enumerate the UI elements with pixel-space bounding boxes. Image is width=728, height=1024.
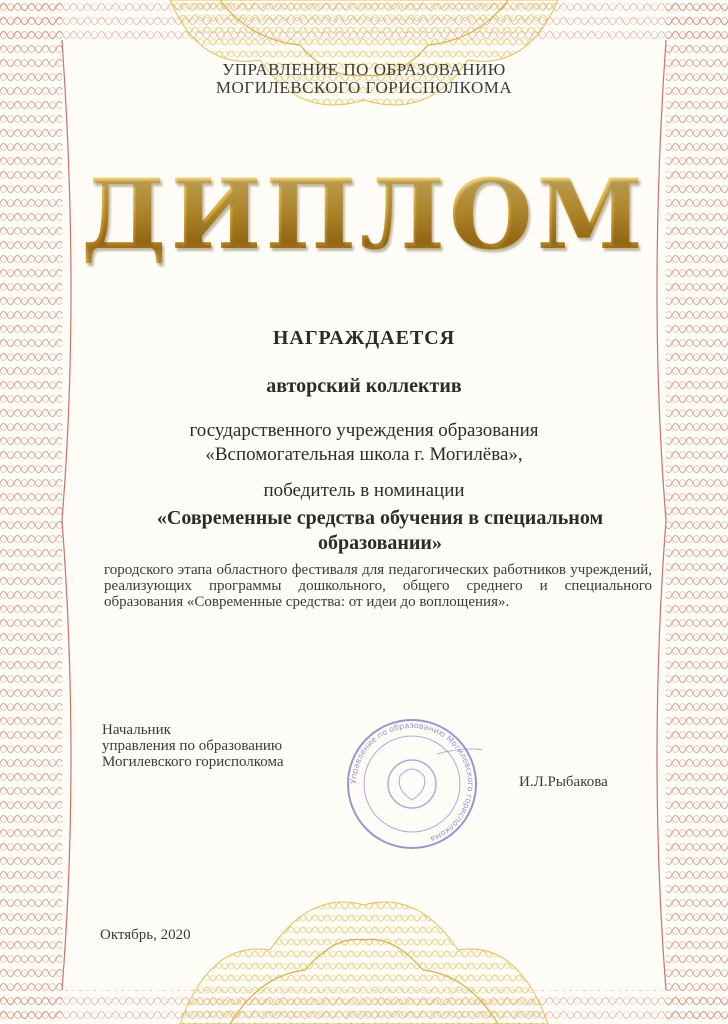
issuer-line-1: УПРАВЛЕНИЕ ПО ОБРАЗОВАНИЮ [222,60,506,79]
signatory-position-line-2: управления по образованию [102,738,283,754]
event-description: городского этапа областного фестиваля для педагогических работников учреждений, реализующих программы дошкольного, общего среднего и специального образования «Современные средства: от идеи до воплощения». [104,562,652,610]
diploma-title: ДИПЛОМ [0,160,728,270]
signatory-position [102,722,284,770]
signatory-position-line-3: Могилевского горисполкома [102,754,284,770]
nomination-title: «Современные средства обучения в специальном образовании» [156,507,604,554]
institution-line-2: «Вспомогательная школа г. Могилёва», [205,444,523,465]
seal-text: Управление по образованию Могилевского горисполкома [348,720,476,844]
svg-text:Управление по образованию Моги [349,721,475,844]
signatory-position-line-1: Начальник [102,722,171,738]
recipient: авторский коллектив [266,375,462,397]
institution-line-1: государственного учреждения образования [189,420,539,441]
round-seal-icon [342,714,482,854]
issue-date: Октябрь, 2020 [100,927,191,943]
signatory-name: И.Л.Рыбакова [519,774,608,790]
awarded-label: НАГРАЖДАЕТСЯ [272,327,456,349]
issuer-line-2: МОГИЛЕВСКОГО ГОРИСПОЛКОМА [215,78,513,97]
winner-label: победитель в номинации [263,480,465,501]
